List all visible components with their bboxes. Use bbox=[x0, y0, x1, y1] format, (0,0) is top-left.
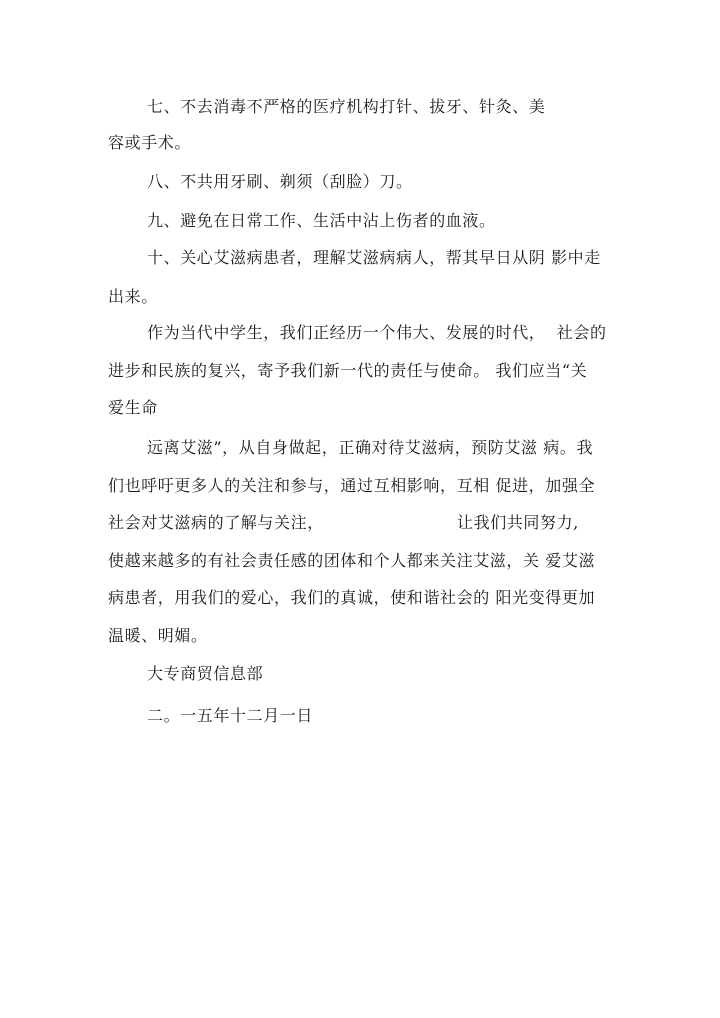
text-line-5: 十、关心艾滋病患者，理解艾滋病病人，帮其早日从阴 影中走 bbox=[147, 248, 601, 267]
text-line-8: 进步和民族的复兴，寄予我们新一代的责任与使命。 我们应当“关 bbox=[108, 361, 588, 380]
signature-date: 二。一五年十二月一日 bbox=[147, 706, 314, 725]
text-line-7: 作为当代中学生，我们正经历一个伟大、发展的时代， 社会的 bbox=[147, 323, 607, 342]
text-line-12b: 让我们共同努力, bbox=[457, 513, 579, 532]
signature-department: 大专商贸信息部 bbox=[147, 664, 264, 683]
text-line-13: 使越来越多的有社会责任感的团体和个人都来关注艾滋，关 爱艾滋 bbox=[108, 551, 596, 570]
text-line-3: 八、不共用牙刷、剃须（刮脸）刀。 bbox=[147, 172, 413, 191]
text-line-6: 出来。 bbox=[108, 287, 158, 306]
text-line-1: 七、不去消毒不严格的医疗机构打针、拔牙、针灸、美 bbox=[147, 97, 546, 116]
text-line-14: 病患者，用我们的爱心，我们的真诚，使和谐社会的 阳光变得更加 bbox=[108, 588, 596, 607]
text-line-2: 容或手术。 bbox=[108, 133, 192, 152]
text-line-10: 远离艾滋”，从自身做起，正确对待艾滋病，预防艾滋 病。我 bbox=[147, 438, 594, 457]
text-line-4: 九、避免在日常工作、生活中沾上伤者的血液。 bbox=[147, 211, 496, 230]
text-line-11: 们也呼吁更多人的关注和参与，通过互相影响，互相 促进，加强全 bbox=[108, 476, 596, 495]
text-line-15: 温暖、明媚。 bbox=[108, 626, 208, 645]
text-line-9: 爱生命 bbox=[108, 398, 158, 417]
text-line-12a: 社会对艾滋病的了解与关注， bbox=[108, 513, 324, 532]
